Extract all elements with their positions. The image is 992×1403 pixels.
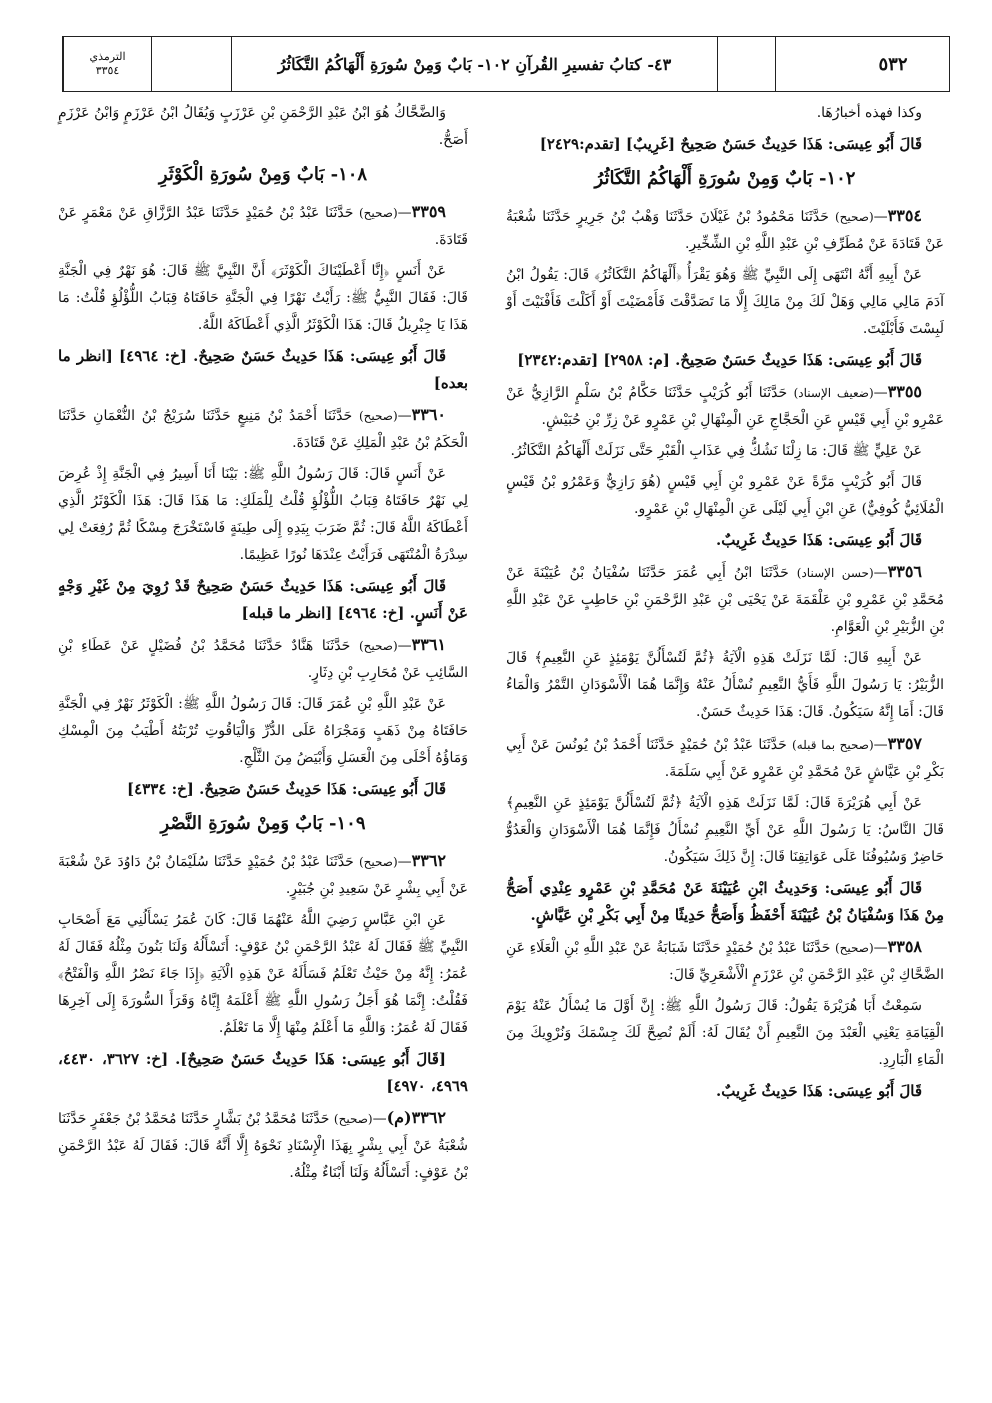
hadith-grade: (صحيح بما قبله) <box>792 738 874 752</box>
hadith-isnad: ٣٣٦٢—(صحيح) حَدَّثَنَا عَبْدُ بْنُ حُمَيْدٍ حَدَّثَنَا سُلَيْمَانُ بْنُ دَاوُدَ عَنْ شُعْبَةَ عَنْ أَبِي بِشْرٍ عَنْ سَعِيدِ بْنِ جُبَيْرٍ. <box>58 851 468 897</box>
hadith-chain-text: حَدَّثَنَا مَحْمُودُ بْنُ غَيْلَانَ حَدَّثَنَا وَهْبُ بْنُ جَرِيرٍ حَدَّثَنَا شُعْبَةُ عَنْ قَتَادَةَ عَنْ مُطَرِّفِ بْنِ عَبْدِ اللَّهِ بْنِ الشِّخِّيرِ. <box>506 209 944 252</box>
hadith-isnad: ٣٣٥٩—(صحيح) حَدَّثَنَا عَبْدُ بْنُ حُمَيْدٍ حَدَّثَنَا عَبْدُ الرَّزَّاقِ عَنْ مَعْمَرٍ عَنْ قَتَادَةَ. <box>58 202 468 248</box>
grading-statement: قَالَ أَبُو عِيسَى: هَذَا حَدِيثٌ حَسَنٌ صَحِيحٌ [غَرِيبٌ] [تقدم:٢٤٢٩] <box>539 135 922 153</box>
hadith-isnad: ٣٣٥٨—(صحيح) حَدَّثَنَا عَبْدُ بْنُ حُمَيْدٍ حَدَّثَنَا شَبَابَةُ عَنْ عَبْدِ اللَّهِ بْنِ الْعَلَاءِ عَنِ الضَّحَّاكِ بْنِ عَبْدِ الرَّحْمَنِ بْنِ عَرْزَمٍ الْأَشْعَرِيِّ قَالَ: <box>506 937 944 983</box>
book-reference <box>63 37 151 91</box>
hadith-text: عَنْ أَنَسٍ ﴿إِنَّا أَعْطَيْنَاكَ الْكَوْثَرَ﴾ أَنَّ النَّبِيَّ ﷺ قَالَ: هُوَ نَهْرٌ فِي الْجَنَّةِ قَالَ: فَقَالَ النَّبِيُّ ﷺ: رَأَيْتُ نَهْرًا فِي الْجَنَّةِ حَافَتَاهُ قِبَابُ اللُّؤْلُؤِ قُلْتُ: مَا هَذَا يَا جِبْرِيلُ قَالَ: هَذَا الْكَوْثَرُ الَّذِي أَعْطَاكَهُ اللَّهُ. <box>58 263 468 333</box>
hadith-text: عَنْ أَبِيهِ قَالَ: لَمَّا نَزَلَتْ هَذِهِ الْآيَةُ ﴿ثُمَّ لَتُسْأَلُنَّ يَوْمَئِذٍ عَنِ النَّعِيمِ﴾ قَالَ الزُّبَيْرُ: يَا رَسُولَ اللَّهِ فَأَيُّ النَّعِيمِ نُسْأَلُ عَنْهُ وَإِنَّمَا هُمَا الْأَسْوَدَانِ التَّمْرُ وَالْمَاءُ قَالَ: أَمَا إِنَّهُ سَيَكُونُ. قَالَ: هَذَا حَدِيثٌ حَسَنٌ. <box>506 650 944 720</box>
grading-statement: قَالَ أَبُو عِيسَى: هَذَا حَدِيثٌ حَسَنٌ صَحِيحٌ. [خ: ٤٣٣٤] <box>127 780 446 798</box>
page-number: ٥٣٢ <box>878 53 908 75</box>
grading-statement: قَالَ أَبُو عِيسَى: هَذَا حَدِيثٌ حَسَنٌ صَحِيحٌ قَدْ رُوِيَ مِنْ غَيْرِ وَجْهٍ عَنْ أَنَسٍ. [خ: ٤٩٦٤] [انظر ما قبله] <box>58 577 468 622</box>
hadith-grade: (ضعيف الإسناد) <box>793 386 874 400</box>
header-cell-empty <box>775 37 837 91</box>
hadith-chain-text: حَدَّثَنَا عَبْدُ بْنُ حُمَيْدٍ حَدَّثَنَا سُلَيْمَانُ بْنُ دَاوُدَ عَنْ شُعْبَةَ عَنْ أَبِي بِشْرٍ عَنْ سَعِيدِ بْنِ جُبَيْرٍ. <box>58 854 468 897</box>
grading-statement: قَالَ أَبُو عِيسَى: هَذَا حَدِيثٌ غَرِيبٌ. <box>716 531 922 549</box>
section-heading: ١٠٢- بَابٌ وَمِنْ سُورَةِ أَلْهَاكُمُ التَّكَاثُرُ <box>594 168 856 189</box>
hadith-isnad: ٣٣٦٢(م)—(صحيح) حَدَّثَنَا مُحَمَّدُ بْنُ بَشَّارٍ حَدَّثَنَا مُحَمَّدُ بْنُ جَعْفَرٍ حَدَّثَنَا شُعْبَةُ عَنْ أَبِي بِشْرٍ بِهَذَا الْإِسْنَادِ نَحْوَهُ إِلَّا أَنَّهُ قَالَ: فَقَالَ لَهُ عَبْدُ الرَّحْمَنِ بْنُ عَوْفٍ: أَتَسْأَلُهُ وَلَنَا أَبْنَاءٌ مِثْلُهُ. <box>57 1108 468 1181</box>
hadith-isnad: ٣٣٥٤—(صحيح) حَدَّثَنَا مَحْمُودُ بْنُ غَيْلَانَ حَدَّثَنَا وَهْبُ بْنُ جَرِيرٍ حَدَّثَنَا شُعْبَةُ عَنْ قَتَادَةَ عَنْ مُطَرِّفِ بْنِ عَبْدِ اللَّهِ بْنِ الشِّخِّيرِ. <box>506 206 944 252</box>
grading-statement: قَالَ أَبُو عِيسَى: هَذَا حَدِيثٌ غَرِيبٌ. <box>716 1082 922 1100</box>
hadith-number: ٣٣٦٠ <box>411 405 446 424</box>
book-reference-number: ٣٣٥٤ <box>95 64 120 77</box>
hadith-number: ٣٣٦٢ <box>411 851 446 870</box>
hadith-grade: (صحيح) <box>834 941 874 955</box>
hadith-number: ٣٣٥٧ <box>887 734 923 753</box>
grading-statement: قَالَ أَبُو عِيسَى: هَذَا حَدِيثٌ حَسَنٌ صَحِيحٌ. [خ: ٤٩٦٤] [انظر ما بعده] <box>58 347 468 392</box>
hadith-chain-text: حَدَّثَنَا هَنَّادٌ حَدَّثَنَا مُحَمَّدُ بْنُ فُضَيْلٍ عَنْ عَطَاءِ بْنِ السَّائِبِ عَنْ مُحَارِبِ بْنِ دِثَارٍ. <box>58 638 468 681</box>
hadith-number: ٣٣٥٨ <box>887 937 922 956</box>
hadith-text: قَالَ أَبُو كُرَيْبٍ مَرَّةً عَنْ عَمْرِو بْنِ أَبِي قَيْسٍ (هُوَ رَازِيٌّ وَعَمْرُو بْنُ قَيْسٍ الْمُلَائِيُّ كُوفِيٌّ) عَنِ ابْنِ أَبِي لَيْلَى عَنِ الْمِنْهَالِ بْنِ عَمْرٍو. <box>506 474 944 517</box>
left-column <box>58 100 468 1191</box>
section-heading: ١٠٩- بَابٌ وَمِنْ سُورَةِ النَّصْرِ <box>160 813 366 834</box>
hadith-chain-text: حَدَّثَنَا عَبْدُ بْنُ حُمَيْدٍ حَدَّثَنَا عَبْدُ الرَّزَّاقِ عَنْ مَعْمَرٍ عَنْ قَتَادَةَ. <box>58 205 468 248</box>
hadith-grade: (صحيح) <box>358 639 398 653</box>
hadith-grade: (صحيح) <box>834 210 874 224</box>
header-cell-empty <box>717 37 775 91</box>
grading-statement: قَالَ أَبُو عِيسَى: وَحَدِيثُ ابْنِ عُيَيْنَةَ عَنْ مُحَمَّدِ بْنِ عَمْرٍو عِنْدِي أَصَحُّ مِنْ هَذَا وَسُفْيَانُ بْنُ عُيَيْنَةَ أَحْفَظُ وَأَصَحُّ حَدِيثًا مِنْ أَبِي بَكْرِ بْنِ عَيَّاشٍ. <box>506 879 944 924</box>
hadith-text: عَنْ أَبِيهِ أَنَّهُ انْتَهَى إِلَى النَّبِيِّ ﷺ وَهُوَ يَقْرَأُ ﴿أَلْهَاكُمُ التَّكَاثُرُ﴾ قَالَ: يَقُولُ ابْنُ آدَمَ مَالِي مَالِي وَهَلْ لَكَ مِنْ مَالِكَ إِلَّا مَا تَصَدَّقْتَ فَأَمْضَيْتَ أَوْ أَكَلْتَ فَأَفْنَيْتَ أَوْ لَبِسْتَ فَأَبْلَيْتَ. <box>506 267 944 337</box>
hadith-text: سَمِعْتُ أَبَا هُرَيْرَةَ يَقُولُ: قَالَ رَسُولُ اللَّهِ ﷺ: إِنَّ أَوَّلَ مَا يُسْأَلُ عَنْهُ يَوْمَ الْقِيَامَةِ يَعْنِي الْعَبْدَ مِنَ النَّعِيمِ أَنْ يُقَالَ لَهُ: أَلَمْ نُصِحَّ لَكَ جِسْمَكَ وَنُرْوِيكَ مِنَ الْمَاءِ الْبَارِدِ. <box>506 998 944 1068</box>
hadith-text: عَنْ عَلِيٍّ ﷺ قَالَ: مَا زِلْنَا نَشُكُّ فِي عَذَابِ الْقَبْرِ حَتَّى نَزَلَتْ أَلْهَاكُمُ التَّكَاثُرُ. <box>510 443 922 459</box>
hadith-isnad: ٣٣٥٧—(صحيح بما قبله) حَدَّثَنَا عَبْدُ بْنُ حُمَيْدٍ حَدَّثَنَا أَحْمَدُ بْنُ يُونُسَ عَنْ أَبِي بَكْرِ بْنِ عَيَّاشٍ عَنْ مُحَمَّدِ بْنِ عَمْرٍو عَنْ أَبِي سَلَمَةَ. <box>506 734 944 780</box>
hadith-isnad: ٣٣٦٠—(صحيح) حَدَّثَنَا أَحْمَدُ بْنُ مَنِيعٍ حَدَّثَنَا سُرَيْجُ بْنُ النُّعْمَانِ حَدَّثَنَا الْحَكَمُ بْنُ عَبْدِ الْمَلِكِ عَنْ قَتَادَةَ. <box>58 405 468 451</box>
hadith-grade: (صحيح) <box>358 206 398 220</box>
page-header <box>62 36 950 92</box>
hadith-number: ٣٣٥٤ <box>887 206 922 225</box>
hadith-isnad: ٣٣٦١—(صحيح) حَدَّثَنَا هَنَّادٌ حَدَّثَنَا مُحَمَّدُ بْنُ فُضَيْلٍ عَنْ عَطَاءِ بْنِ السَّائِبِ عَنْ مُحَارِبِ بْنِ دِثَارٍ. <box>58 635 468 681</box>
hadith-isnad: ٣٣٥٥—(ضعيف الإسناد) حَدَّثَنَا أَبُو كُرَيْبٍ حَدَّثَنَا حَكَّامُ بْنُ سَلْمٍ الرَّازِيُّ عَنْ عَمْرِو بْنِ أَبِي قَيْسٍ عَنِ الْحَجَّاجِ عَنِ الْمِنْهَالِ بْنِ عَمْرٍو عَنْ زِرِّ بْنِ حُبَيْشٍ. <box>506 382 944 428</box>
hadith-chain-text: حَدَّثَنَا مُحَمَّدُ بْنُ بَشَّارٍ حَدَّثَنَا مُحَمَّدُ بْنُ جَعْفَرٍ حَدَّثَنَا شُعْبَةُ عَنْ أَبِي بِشْرٍ بِهَذَا الْإِسْنَادِ نَحْوَهُ إِلَّا أَنَّهُ قَالَ: فَقَالَ لَهُ عَبْدُ الرَّحْمَنِ بْنُ عَوْفٍ: أَتَسْأَلُهُ وَلَنَا أَبْنَاءٌ مِثْلُهُ. <box>57 1111 468 1181</box>
hadith-text: عَنْ أَنَسٍ قَالَ: قَالَ رَسُولُ اللَّهِ ﷺ: بَيْنَا أَنَا أَسِيرُ فِي الْجَنَّةِ إِذْ عُرِضَ لِي نَهْرٌ حَافَتَاهُ قِبَابُ اللُّؤْلُؤِ قُلْتُ لِلْمَلَكِ: مَا هَذَا قَالَ: هَذَا الْكَوْثَرُ الَّذِي أَعْطَاكَهُ اللَّهُ قَالَ: ثُمَّ ضَرَبَ بِيَدِهِ إِلَى طِينَةٍ فَاسْتَخْرَجَ مِسْكًا ثُمَّ رُفِعَتْ لِي سِدْرَةُ الْمُنْتَهَى فَرَأَيْتُ عِنْدَهَا نُورًا عَظِيمًا. <box>58 466 468 563</box>
hadith-text: عَنْ عَبْدِ اللَّهِ بْنِ عُمَرَ قَالَ: قَالَ رَسُولُ اللَّهِ ﷺ: الْكَوْثَرُ نَهْرٌ فِي الْجَنَّةِ حَافَتَاهُ مِنْ ذَهَبٍ وَمَجْرَاهُ عَلَى الدُّرِّ وَالْيَاقُوتِ تُرْبَتُهُ أَطْيَبُ مِنَ الْمِسْكِ وَمَاؤُهُ أَحْلَى مِنَ الْعَسَلِ وَأَبْيَضُ مِنَ الثَّلْجِ. <box>58 696 468 766</box>
hadith-grade: (صحيح) <box>358 409 398 423</box>
book-reference-name: الترمذي <box>89 50 126 64</box>
hadith-number: ٣٣٦١ <box>411 635 446 654</box>
hadith-text: وكذا فهذه أخبارُهَا. <box>816 105 922 121</box>
hadith-number: ٣٣٦٢(م) <box>386 1108 446 1127</box>
hadith-number: ٣٣٥٦ <box>887 562 923 581</box>
grading-statement: [قَالَ أَبُو عِيسَى: هَذَا حَدِيثٌ حَسَنٌ صَحِيحٌ]. [خ: ٣٦٢٧، ٤٤٣٠، ٤٩٦٩، ٤٩٧٠] <box>58 1050 468 1095</box>
hadith-isnad: ٣٣٥٦—(حسن الإسناد) حَدَّثَنَا ابْنُ أَبِي عُمَرَ حَدَّثَنَا سُفْيَانُ بْنُ عُيَيْنَةَ عَنْ مُحَمَّدِ بْنِ عَمْرِو بْنِ عَلْقَمَةَ عَنْ يَحْيَى بْنِ عَبْدِ الرَّحْمَنِ بْنِ حَاطِبٍ عَنْ عَبْدِ اللَّهِ بْنِ الزُّبَيْرِ بْنِ الْعَوَّامِ. <box>506 562 944 635</box>
hadith-text: عَنْ أَبِي هُرَيْرَةَ قَالَ: لَمَّا نَزَلَتْ هَذِهِ الْآيَةُ ﴿ثُمَّ لَتُسْأَلُنَّ يَوْمَئِذٍ عَنِ النَّعِيمِ﴾ قَالَ النَّاسُ: يَا رَسُولَ اللَّهِ عَنْ أَيِّ النَّعِيمِ نُسْأَلُ فَإِنَّمَا هُمَا الْأَسْوَدَانِ وَالْعَدُوُّ حَاضِرٌ وَسُيُوفُنَا عَلَى عَوَاتِقِنَا قَالَ: إِنَّ ذَلِكَ سَيَكُونُ. <box>506 795 944 865</box>
right-column <box>506 100 944 1109</box>
hadith-chain-text: حَدَّثَنَا عَبْدُ بْنُ حُمَيْدٍ حَدَّثَنَا أَحْمَدُ بْنُ يُونُسَ عَنْ أَبِي بَكْرِ بْنِ عَيَّاشٍ عَنْ مُحَمَّدِ بْنِ عَمْرٍو عَنْ أَبِي سَلَمَةَ. <box>506 737 944 780</box>
section-heading: ١٠٨- بَابٌ وَمِنْ سُورَةِ الْكَوْثَرِ <box>158 164 368 185</box>
grading-statement: قَالَ أَبُو عِيسَى: هَذَا حَدِيثٌ حَسَنٌ صَحِيحٌ. [م: ٢٩٥٨] [تقدم:٢٣٤٢] <box>517 351 922 369</box>
hadith-text: عَنِ ابْنِ عَبَّاسٍ رَضِيَ اللَّهُ عَنْهُمَا قَالَ: كَانَ عُمَرُ يَسْأَلُنِي مَعَ أَصْحَابِ النَّبِيِّ ﷺ فَقَالَ لَهُ عَبْدُ الرَّحْمَنِ بْنُ عَوْفٍ: أَتَسْأَلُهُ وَلَنَا بَنُونَ مِثْلُهُ فَقَالَ لَهُ عُمَرُ: إِنَّهُ مِنْ حَيْثُ تَعْلَمُ فَسَأَلَهُ عَنْ هَذِهِ الْآيَةِ ﴿إِذَا جَاءَ نَصْرُ اللَّهِ وَالْفَتْحُ﴾ فَقُلْتُ: إِنَّمَا هُوَ أَجَلُ رَسُولِ اللَّهِ ﷺ أَعْلَمَهُ إِيَّاهُ وَقَرَأَ السُّورَةَ إِلَى آخِرِهَا فَقَالَ لَهُ عُمَرُ: وَاللَّهِ مَا أَعْلَمُ مِنْهَا إِلَّا مَا تَعْلَمُ. <box>58 912 468 1036</box>
chapter-title: ٤٣- كتابُ تفسيرِ القُرآنِ ١٠٢- بَابٌ وَمِنْ سُورَةِ أَلْهَاكُمُ التَّكَاثُرُ <box>231 37 717 91</box>
hadith-grade: (صحيح) <box>333 1112 373 1126</box>
hadith-number: ٣٣٥٥ <box>887 382 922 401</box>
hadith-number: ٣٣٥٩ <box>411 202 447 221</box>
hadith-grade: (حسن الإسناد) <box>796 566 874 580</box>
header-cell-empty <box>151 37 231 91</box>
hadith-grade: (صحيح) <box>358 855 398 869</box>
hadith-chain-text: حَدَّثَنَا عَبْدُ بْنُ حُمَيْدٍ حَدَّثَنَا شَبَابَةُ عَنْ عَبْدِ اللَّهِ بْنِ الْعَلَاءِ عَنِ الضَّحَّاكِ بْنِ عَبْدِ الرَّحْمَنِ بْنِ عَرْزَمٍ الْأَشْعَرِيِّ قَالَ: <box>506 940 944 983</box>
hadith-text: وَالضَّحَّاكُ هُوَ ابْنُ عَبْدِ الرَّحْمَنِ بْنِ عَرْزَبٍ وَيُقَالُ ابْنُ عَرْزَمٍ وَابْنُ عَرْزَمٍ أَصَحُّ. <box>58 105 468 148</box>
hadith-chain-text: حَدَّثَنَا أَحْمَدُ بْنُ مَنِيعٍ حَدَّثَنَا سُرَيْجُ بْنُ النُّعْمَانِ حَدَّثَنَا الْحَكَمُ بْنُ عَبْدِ الْمَلِكِ عَنْ قَتَادَةَ. <box>58 408 468 451</box>
hadith-chain-text: حَدَّثَنَا أَبُو كُرَيْبٍ حَدَّثَنَا حَكَّامُ بْنُ سَلْمٍ الرَّازِيُّ عَنْ عَمْرِو بْنِ أَبِي قَيْسٍ عَنِ الْحَجَّاجِ عَنِ الْمِنْهَالِ بْنِ عَمْرٍو عَنْ زِرِّ بْنِ حُبَيْشٍ. <box>506 385 944 428</box>
hadith-chain-text: حَدَّثَنَا ابْنُ أَبِي عُمَرَ حَدَّثَنَا سُفْيَانُ بْنُ عُيَيْنَةَ عَنْ مُحَمَّدِ بْنِ عَمْرِو بْنِ عَلْقَمَةَ عَنْ يَحْيَى بْنِ عَبْدِ الرَّحْمَنِ بْنِ حَاطِبٍ عَنْ عَبْدِ اللَّهِ بْنِ الزُّبَيْرِ بْنِ الْعَوَّامِ. <box>506 565 944 635</box>
